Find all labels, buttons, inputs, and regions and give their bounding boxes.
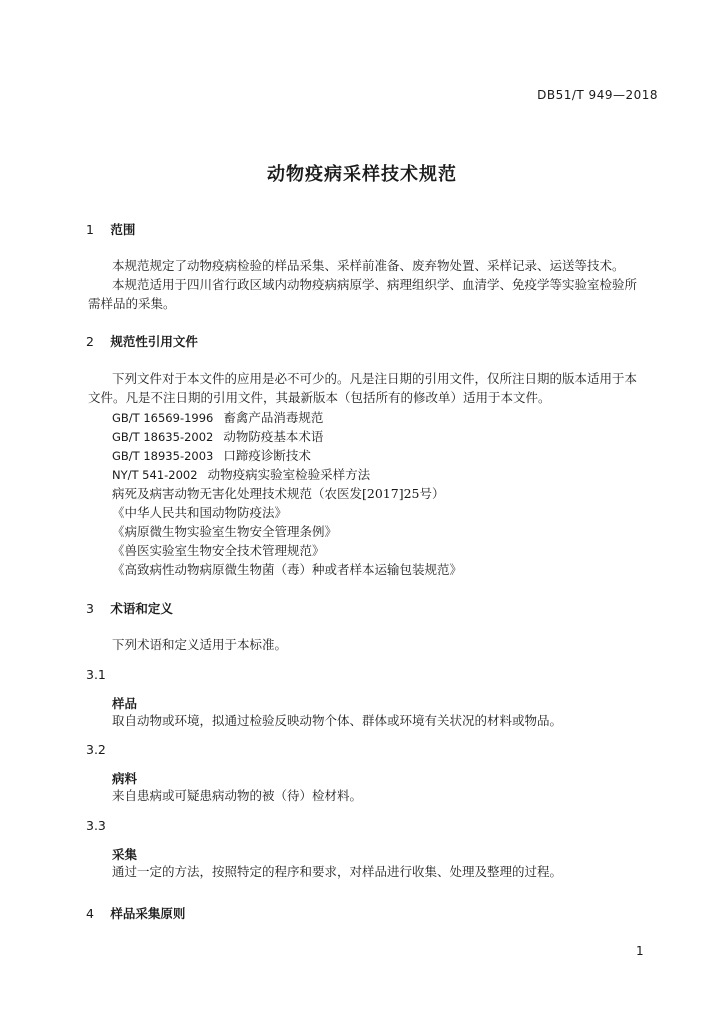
reference-item: 《兽医实验室生物安全技术管理规范》 (112, 543, 325, 558)
reference-item: 《高致病性动物病原微生物菌（毒）种或者样本运输包装规范》 (112, 562, 463, 577)
reference-item (112, 408, 323, 426)
reference-code: GB/T 18635-2002 (112, 430, 214, 444)
term-number: 3.3 (86, 818, 106, 833)
term-definition: 取自动物或环境，拟通过检验反映动物个体、群体或环境有关状况的材料或物品。 (112, 713, 563, 728)
section-title: 规范性引用文件 (110, 334, 198, 349)
section-number: 4 (86, 906, 94, 921)
reference-item: 病死及病害动物无害化处理技术规范（农医发[2017]25号） (112, 486, 445, 501)
reference-code: NY/T 541-2002 (112, 468, 198, 482)
section-1-heading (86, 220, 135, 238)
reference-item (112, 446, 311, 464)
section-title: 术语和定义 (110, 601, 173, 616)
reference-item (112, 427, 323, 445)
reference-item (112, 465, 370, 483)
term-number: 3.2 (86, 742, 106, 757)
term-number: 3.1 (86, 667, 106, 682)
reference-code: GB/T 18935-2003 (112, 449, 214, 463)
reference-title: 动物疫病实验室检验采样方法 (207, 467, 371, 482)
reference-title: 动物防疫基本术语 (223, 429, 324, 444)
reference-item: 《病原微生物实验室生物安全管理条例》 (112, 524, 338, 539)
reference-code: GB/T 16569-1996 (112, 411, 214, 425)
section-3-heading (86, 599, 173, 617)
section-4-heading (86, 904, 185, 922)
section-number: 3 (86, 601, 94, 616)
term-definition: 通过一定的方法，按照特定的程序和要求，对样品进行收集、处理及整理的过程。 (112, 864, 563, 879)
section-title: 样品采集原则 (110, 906, 186, 921)
section-2-heading (86, 332, 198, 350)
section-number: 2 (86, 334, 94, 349)
section-title: 范围 (110, 222, 136, 237)
document-title: 动物疫病采样技术规范 (267, 164, 457, 185)
document-id: DB51/T 949—2018 (537, 88, 658, 102)
term-name: 采集 (112, 847, 138, 862)
section-1-paragraph-1: 本规范规定了动物疫病检验的样品采集、采样前准备、废弃物处置、采样记录、运送等技术。 (112, 258, 625, 273)
section-3-intro: 下列术语和定义适用于本标准。 (112, 637, 288, 652)
reference-title: 口蹄疫诊断技术 (223, 448, 311, 463)
section-2-paragraph-1: 下列文件对于本文件的应用是必不可少的。凡是注日期的引用文件，仅所注日期的版本适用于本文件。凡是不注日期的引用文件，其最新版本（包括所有的修改单）适用于本文件。 (88, 371, 638, 405)
section-number: 1 (86, 222, 94, 237)
reference-title: 畜禽产品消毒规范 (223, 410, 324, 425)
reference-item: 《中华人民共和国动物防疫法》 (112, 505, 288, 520)
section-1-paragraph-2: 本规范适用于四川省行政区域内动物疫病病原学、病理组织学、血清学、免疫学等实验室检验所需样品的采集。 (88, 277, 638, 311)
term-definition: 来自患病或可疑患病动物的被（待）检材料。 (112, 788, 363, 803)
term-name: 病料 (112, 771, 138, 786)
term-name: 样品 (112, 696, 138, 711)
page-number: 1 (636, 944, 644, 958)
